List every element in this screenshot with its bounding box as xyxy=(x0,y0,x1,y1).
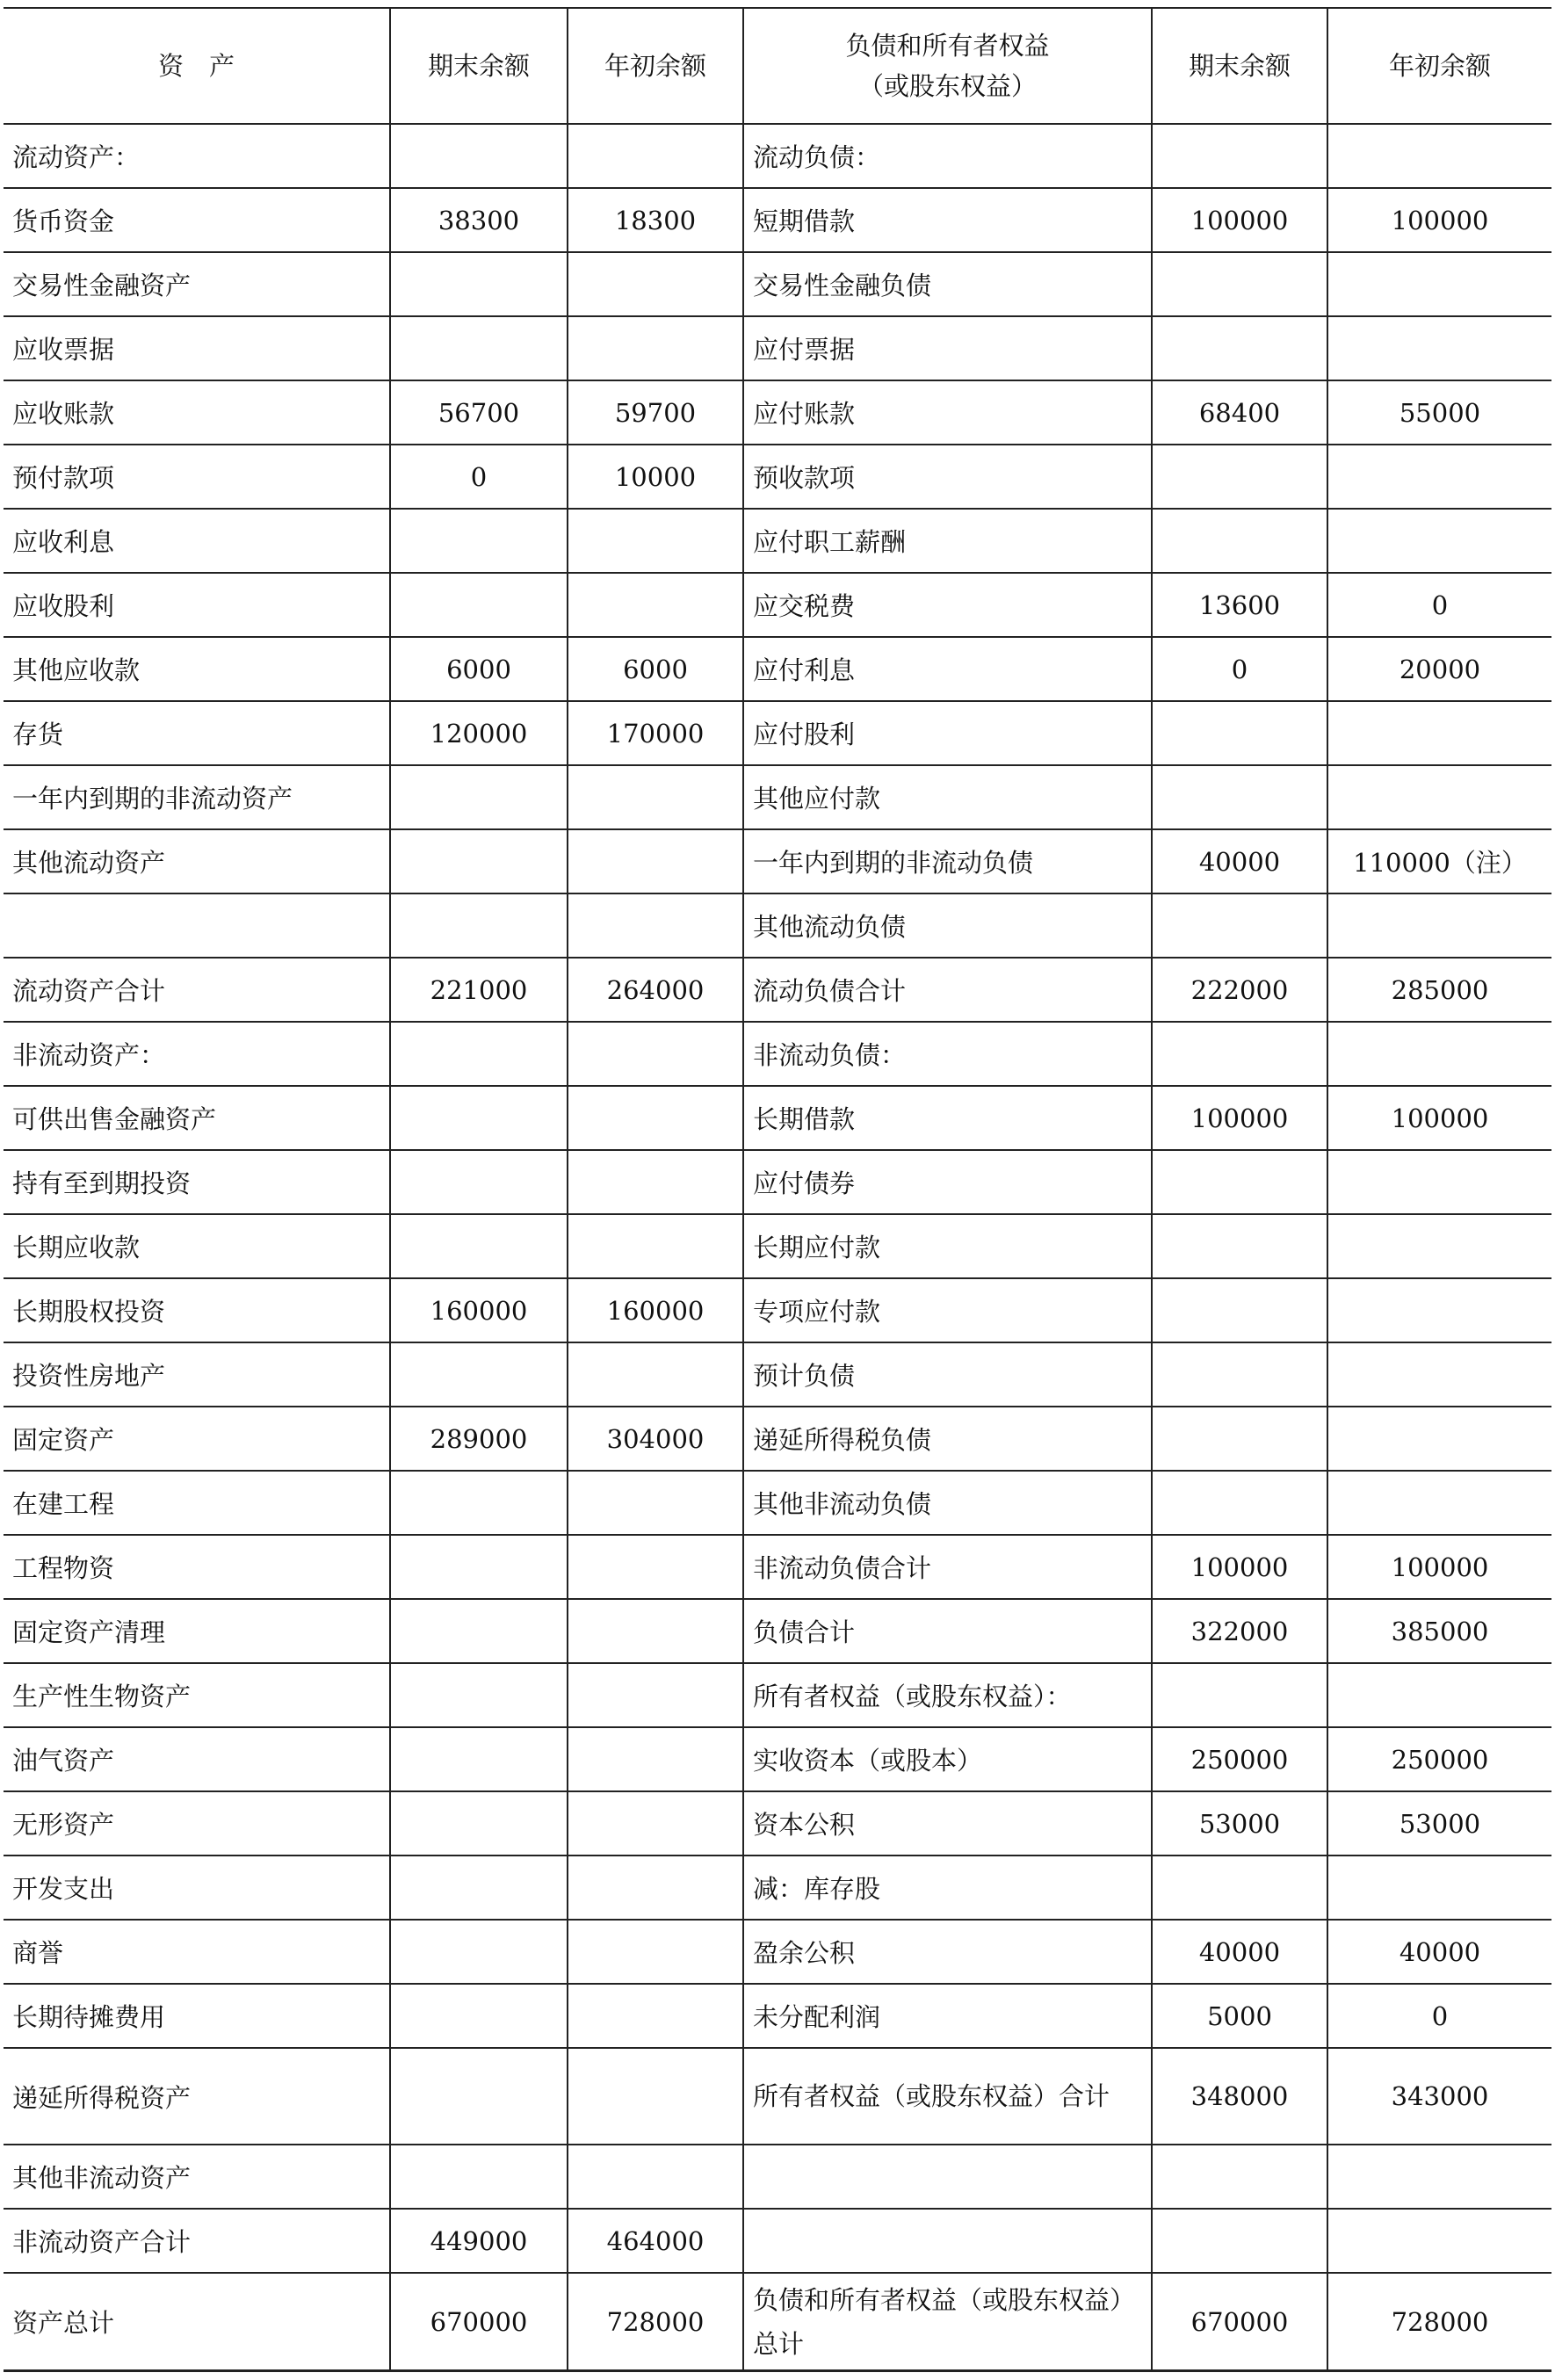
begin-balance-cell xyxy=(1327,701,1551,765)
end-balance-cell xyxy=(390,124,568,188)
end-balance-cell xyxy=(390,765,568,829)
end-balance-cell: 40000 xyxy=(1152,829,1327,893)
begin-balance-cell: 728000 xyxy=(1327,2273,1551,2371)
end-balance-cell xyxy=(1152,1022,1327,1086)
liability-item-label: 一年内到期的非流动负债 xyxy=(743,829,1152,893)
begin-balance-cell xyxy=(568,829,743,893)
end-balance-cell xyxy=(390,1791,568,1856)
liability-item-label: 其他应付款 xyxy=(743,765,1152,829)
begin-balance-cell: 250000 xyxy=(1327,1727,1551,1791)
end-balance-cell xyxy=(390,1535,568,1599)
begin-balance-cell: 53000 xyxy=(1327,1791,1551,1856)
end-balance-cell: 222000 xyxy=(1152,958,1327,1022)
end-balance-cell xyxy=(1152,1471,1327,1535)
begin-balance-cell xyxy=(568,1599,743,1663)
begin-balance-cell xyxy=(1327,1150,1551,1214)
table-row xyxy=(4,1791,1551,1856)
asset-item-label: 长期待摊费用 xyxy=(4,1984,390,2048)
begin-balance-cell: 55000 xyxy=(1327,380,1551,445)
begin-balance-cell: 264000 xyxy=(568,958,743,1022)
end-balance-cell xyxy=(390,1920,568,1984)
end-balance-cell: 5000 xyxy=(1152,1984,1327,2048)
begin-balance-cell xyxy=(1327,893,1551,958)
table-row xyxy=(4,1342,1551,1407)
table-row xyxy=(4,701,1551,765)
table-row xyxy=(4,765,1551,829)
begin-balance-cell: 110000（注） xyxy=(1327,829,1551,893)
end-balance-cell: 6000 xyxy=(390,637,568,701)
liability-item-label: 减：库存股 xyxy=(743,1856,1152,1920)
header-assets: 资 产 xyxy=(4,8,390,124)
end-balance-cell xyxy=(1152,701,1327,765)
table-row xyxy=(4,1214,1551,1278)
begin-balance-cell: 285000 xyxy=(1327,958,1551,1022)
end-balance-cell xyxy=(1152,1856,1327,1920)
end-balance-cell xyxy=(390,1086,568,1150)
begin-balance-cell xyxy=(568,1663,743,1727)
asset-item-label: 其他流动资产 xyxy=(4,829,390,893)
end-balance-cell xyxy=(1152,1342,1327,1407)
begin-balance-cell: 464000 xyxy=(568,2209,743,2273)
end-balance-cell xyxy=(1152,1150,1327,1214)
begin-balance-cell: 10000 xyxy=(568,445,743,509)
end-balance-cell xyxy=(390,2048,568,2145)
asset-item-label: 可供出售金融资产 xyxy=(4,1086,390,1150)
liability-item-label: 应付账款 xyxy=(743,380,1152,445)
end-balance-cell: 53000 xyxy=(1152,1791,1327,1856)
table-row xyxy=(4,1407,1551,1471)
begin-balance-cell xyxy=(568,1214,743,1278)
begin-balance-cell: 728000 xyxy=(568,2273,743,2371)
asset-item-label: 应收账款 xyxy=(4,380,390,445)
table-row xyxy=(4,188,1551,252)
balance-sheet-table xyxy=(4,7,1551,2372)
end-balance-cell: 100000 xyxy=(1152,1086,1327,1150)
liability-item-label: 长期借款 xyxy=(743,1086,1152,1150)
begin-balance-cell xyxy=(568,1086,743,1150)
asset-item-label: 油气资产 xyxy=(4,1727,390,1791)
begin-balance-cell xyxy=(1327,1342,1551,1407)
end-balance-cell xyxy=(390,1150,568,1214)
table-row xyxy=(4,1920,1551,1984)
begin-balance-cell xyxy=(568,124,743,188)
header-row xyxy=(4,8,1551,124)
table-row xyxy=(4,509,1551,573)
liability-item-label: 应付股利 xyxy=(743,701,1152,765)
begin-balance-cell xyxy=(568,1920,743,1984)
begin-balance-cell xyxy=(568,1535,743,1599)
table-row xyxy=(4,2145,1551,2209)
asset-item-label: 流动资产： xyxy=(4,124,390,188)
begin-balance-cell xyxy=(568,2145,743,2209)
liability-item-label: 专项应付款 xyxy=(743,1278,1152,1342)
begin-balance-cell xyxy=(568,1727,743,1791)
liability-item-label: 应付职工薪酬 xyxy=(743,509,1152,573)
asset-item-label: 长期应收款 xyxy=(4,1214,390,1278)
end-balance-cell xyxy=(390,1727,568,1791)
table-row xyxy=(4,1663,1551,1727)
liability-item-label: 负债合计 xyxy=(743,1599,1152,1663)
end-balance-cell xyxy=(390,2145,568,2209)
end-balance-cell xyxy=(1152,893,1327,958)
end-balance-cell: 670000 xyxy=(390,2273,568,2371)
end-balance-cell: 40000 xyxy=(1152,1920,1327,1984)
end-balance-cell xyxy=(390,509,568,573)
end-balance-cell: 120000 xyxy=(390,701,568,765)
table-row xyxy=(4,1150,1551,1214)
table-row xyxy=(4,1599,1551,1663)
end-balance-cell: 322000 xyxy=(1152,1599,1327,1663)
liability-item-label: 递延所得税负债 xyxy=(743,1407,1152,1471)
end-balance-cell: 100000 xyxy=(1152,188,1327,252)
end-balance-cell: 289000 xyxy=(390,1407,568,1471)
end-balance-cell: 160000 xyxy=(390,1278,568,1342)
liability-item-label: 交易性金融负债 xyxy=(743,252,1152,316)
asset-item-label: 商誉 xyxy=(4,1920,390,1984)
end-balance-cell: 0 xyxy=(1152,637,1327,701)
begin-balance-cell xyxy=(1327,1407,1551,1471)
begin-balance-cell xyxy=(568,252,743,316)
asset-item-label: 无形资产 xyxy=(4,1791,390,1856)
asset-item-label: 流动资产合计 xyxy=(4,958,390,1022)
begin-balance-cell xyxy=(568,2048,743,2145)
end-balance-cell xyxy=(1152,2209,1327,2273)
end-balance-cell: 13600 xyxy=(1152,573,1327,637)
liability-item-label: 未分配利润 xyxy=(743,1984,1152,2048)
liability-item-label: 应付票据 xyxy=(743,316,1152,380)
liability-item-label: 短期借款 xyxy=(743,188,1152,252)
header-begin-balance: 年初余额 xyxy=(568,8,743,124)
begin-balance-cell xyxy=(1327,124,1551,188)
header-liabilities-equity xyxy=(743,8,1152,124)
end-balance-cell xyxy=(390,1022,568,1086)
asset-item-label: 一年内到期的非流动资产 xyxy=(4,765,390,829)
begin-balance-cell xyxy=(568,1342,743,1407)
table-row xyxy=(4,1471,1551,1535)
table-row xyxy=(4,573,1551,637)
end-balance-cell: 250000 xyxy=(1152,1727,1327,1791)
header-liab-line2: （或股东权益） xyxy=(857,71,1037,101)
liability-item-label: 其他非流动负债 xyxy=(743,1471,1152,1535)
begin-balance-cell xyxy=(1327,1022,1551,1086)
end-balance-cell xyxy=(390,316,568,380)
asset-item-label: 预付款项 xyxy=(4,445,390,509)
begin-balance-cell xyxy=(1327,509,1551,573)
asset-item-label: 在建工程 xyxy=(4,1471,390,1535)
begin-balance-cell xyxy=(1327,445,1551,509)
end-balance-cell xyxy=(1152,124,1327,188)
begin-balance-cell: 20000 xyxy=(1327,637,1551,701)
begin-balance-cell xyxy=(1327,2145,1551,2209)
table-row xyxy=(4,1856,1551,1920)
table-row xyxy=(4,380,1551,445)
end-balance-cell xyxy=(390,1342,568,1407)
liability-item-label: 长期应付款 xyxy=(743,1214,1152,1278)
end-balance-cell xyxy=(1152,1278,1327,1342)
table-row xyxy=(4,124,1551,188)
table-row xyxy=(4,2209,1551,2273)
end-balance-cell xyxy=(390,1214,568,1278)
asset-item-label: 工程物资 xyxy=(4,1535,390,1599)
end-balance-cell xyxy=(1152,1663,1327,1727)
liability-item-label: 盈余公积 xyxy=(743,1920,1152,1984)
begin-balance-cell xyxy=(568,509,743,573)
begin-balance-cell xyxy=(1327,1663,1551,1727)
table-row xyxy=(4,1535,1551,1599)
asset-item-label: 递延所得税资产 xyxy=(4,2048,390,2145)
liability-item-label xyxy=(743,2145,1152,2209)
liability-item-label: 预收款项 xyxy=(743,445,1152,509)
begin-balance-cell xyxy=(568,765,743,829)
header-end-balance-2: 期末余额 xyxy=(1152,8,1327,124)
table-row xyxy=(4,637,1551,701)
end-balance-cell xyxy=(1152,765,1327,829)
begin-balance-cell xyxy=(1327,1471,1551,1535)
liability-item-label: 预计负债 xyxy=(743,1342,1152,1407)
table-row xyxy=(4,2273,1551,2371)
end-balance-cell xyxy=(390,1663,568,1727)
asset-item-label: 应收利息 xyxy=(4,509,390,573)
end-balance-cell xyxy=(390,1471,568,1535)
liability-item-label: 负债和所有者权益（或股东权益）总计 xyxy=(743,2273,1152,2371)
end-balance-cell xyxy=(390,573,568,637)
begin-balance-cell xyxy=(568,893,743,958)
end-balance-cell: 56700 xyxy=(390,380,568,445)
end-balance-cell xyxy=(390,893,568,958)
begin-balance-cell: 343000 xyxy=(1327,2048,1551,2145)
end-balance-cell xyxy=(390,1984,568,2048)
begin-balance-cell xyxy=(568,1471,743,1535)
asset-item-label: 存货 xyxy=(4,701,390,765)
end-balance-cell xyxy=(1152,1407,1327,1471)
table-row xyxy=(4,958,1551,1022)
end-balance-cell xyxy=(390,829,568,893)
begin-balance-cell: 0 xyxy=(1327,1984,1551,2048)
asset-item-label: 投资性房地产 xyxy=(4,1342,390,1407)
asset-item-label: 固定资产 xyxy=(4,1407,390,1471)
table-row xyxy=(4,893,1551,958)
table-row xyxy=(4,316,1551,380)
begin-balance-cell xyxy=(568,1984,743,2048)
liability-item-label: 非流动负债： xyxy=(743,1022,1152,1086)
end-balance-cell xyxy=(390,1856,568,1920)
liability-item-label: 应付债券 xyxy=(743,1150,1152,1214)
begin-balance-cell: 40000 xyxy=(1327,1920,1551,1984)
end-balance-cell xyxy=(390,252,568,316)
begin-balance-cell: 100000 xyxy=(1327,188,1551,252)
table-row xyxy=(4,252,1551,316)
liability-item-label: 所有者权益（或股东权益）合计 xyxy=(743,2048,1152,2145)
begin-balance-cell xyxy=(568,1856,743,1920)
begin-balance-cell xyxy=(568,316,743,380)
begin-balance-cell: 18300 xyxy=(568,188,743,252)
end-balance-cell: 38300 xyxy=(390,188,568,252)
begin-balance-cell xyxy=(1327,1856,1551,1920)
asset-item-label: 交易性金融资产 xyxy=(4,252,390,316)
end-balance-cell: 221000 xyxy=(390,958,568,1022)
liability-item-label: 应交税费 xyxy=(743,573,1152,637)
begin-balance-cell xyxy=(1327,2209,1551,2273)
begin-balance-cell xyxy=(1327,1214,1551,1278)
end-balance-cell xyxy=(1152,1214,1327,1278)
liability-item-label: 实收资本（或股本） xyxy=(743,1727,1152,1791)
asset-item-label: 固定资产清理 xyxy=(4,1599,390,1663)
table-row xyxy=(4,1727,1551,1791)
asset-item-label: 非流动资产合计 xyxy=(4,2209,390,2273)
header-liab-line1: 负债和所有者权益 xyxy=(845,31,1050,61)
begin-balance-cell: 160000 xyxy=(568,1278,743,1342)
begin-balance-cell xyxy=(1327,252,1551,316)
end-balance-cell: 100000 xyxy=(1152,1535,1327,1599)
begin-balance-cell xyxy=(568,1150,743,1214)
begin-balance-cell: 59700 xyxy=(568,380,743,445)
asset-item-label: 非流动资产： xyxy=(4,1022,390,1086)
begin-balance-cell xyxy=(568,1791,743,1856)
asset-item-label: 持有至到期投资 xyxy=(4,1150,390,1214)
end-balance-cell: 68400 xyxy=(1152,380,1327,445)
end-balance-cell xyxy=(1152,316,1327,380)
table-row xyxy=(4,1984,1551,2048)
end-balance-cell: 449000 xyxy=(390,2209,568,2273)
begin-balance-cell xyxy=(1327,316,1551,380)
end-balance-cell xyxy=(1152,445,1327,509)
asset-item-label xyxy=(4,893,390,958)
liability-item-label: 其他流动负债 xyxy=(743,893,1152,958)
asset-item-label: 其他应收款 xyxy=(4,637,390,701)
begin-balance-cell: 100000 xyxy=(1327,1086,1551,1150)
end-balance-cell: 348000 xyxy=(1152,2048,1327,2145)
begin-balance-cell: 170000 xyxy=(568,701,743,765)
liability-item-label: 所有者权益（或股东权益）： xyxy=(743,1663,1152,1727)
begin-balance-cell: 0 xyxy=(1327,573,1551,637)
end-balance-cell xyxy=(390,1599,568,1663)
liability-item-label: 应付利息 xyxy=(743,637,1152,701)
header-end-balance: 期末余额 xyxy=(390,8,568,124)
end-balance-cell xyxy=(1152,2145,1327,2209)
begin-balance-cell xyxy=(568,1022,743,1086)
asset-item-label: 应收股利 xyxy=(4,573,390,637)
asset-item-label: 应收票据 xyxy=(4,316,390,380)
begin-balance-cell xyxy=(1327,1278,1551,1342)
end-balance-cell: 670000 xyxy=(1152,2273,1327,2371)
table-row xyxy=(4,829,1551,893)
liability-item-label: 流动负债合计 xyxy=(743,958,1152,1022)
begin-balance-cell: 385000 xyxy=(1327,1599,1551,1663)
asset-item-label: 其他非流动资产 xyxy=(4,2145,390,2209)
asset-item-label: 货币资金 xyxy=(4,188,390,252)
liability-item-label xyxy=(743,2209,1152,2273)
asset-item-label: 资产总计 xyxy=(4,2273,390,2371)
balance-sheet xyxy=(0,7,1555,2372)
table-row xyxy=(4,1086,1551,1150)
asset-item-label: 开发支出 xyxy=(4,1856,390,1920)
begin-balance-cell: 100000 xyxy=(1327,1535,1551,1599)
table-row xyxy=(4,2048,1551,2145)
begin-balance-cell: 304000 xyxy=(568,1407,743,1471)
end-balance-cell xyxy=(1152,509,1327,573)
asset-item-label: 长期股权投资 xyxy=(4,1278,390,1342)
end-balance-cell xyxy=(1152,252,1327,316)
liability-item-label: 非流动负债合计 xyxy=(743,1535,1152,1599)
begin-balance-cell xyxy=(1327,765,1551,829)
begin-balance-cell: 6000 xyxy=(568,637,743,701)
end-balance-cell: 0 xyxy=(390,445,568,509)
table-row xyxy=(4,1278,1551,1342)
asset-item-label: 生产性生物资产 xyxy=(4,1663,390,1727)
liability-item-label: 流动负债： xyxy=(743,124,1152,188)
table-row xyxy=(4,1022,1551,1086)
begin-balance-cell xyxy=(568,573,743,637)
header-begin-balance-2: 年初余额 xyxy=(1327,8,1551,124)
liability-item-label: 资本公积 xyxy=(743,1791,1152,1856)
table-row xyxy=(4,445,1551,509)
